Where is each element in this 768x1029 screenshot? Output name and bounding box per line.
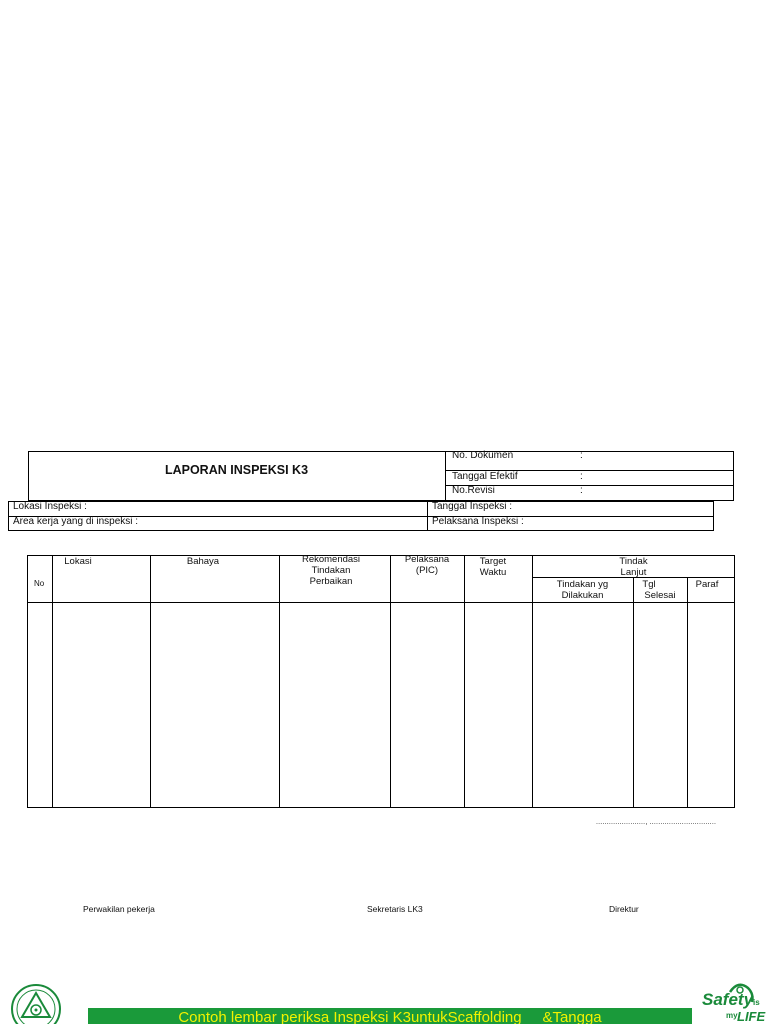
col-header-target bbox=[464, 556, 522, 578]
tindakan-line-1: Tindakan yg bbox=[556, 579, 609, 590]
table-header-line bbox=[27, 602, 735, 603]
safety-word: Safety bbox=[702, 990, 754, 1009]
tindak-lanjut-line-1: Tindak bbox=[619, 556, 648, 567]
col-header-paraf: Paraf bbox=[695, 579, 719, 590]
place-date-line: ......................., ............................... bbox=[596, 819, 717, 826]
rekomendasi-line-3: Perbaikan bbox=[309, 576, 353, 587]
tindak-lanjut-line-2: Lanjut bbox=[620, 567, 647, 578]
safety-is: is bbox=[753, 998, 760, 1007]
col-line-7 bbox=[633, 577, 634, 808]
tindakan-line-2: Dilakukan bbox=[561, 590, 604, 601]
no-revisi-label: No.Revisi bbox=[452, 485, 495, 496]
header-divider bbox=[445, 451, 446, 501]
col-header-tindak-lanjut bbox=[532, 556, 735, 578]
tanggal-efektif-colon: : bbox=[580, 471, 583, 482]
no-revisi-colon: : bbox=[580, 485, 583, 496]
k3-emblem-icon bbox=[10, 983, 62, 1024]
tanggal-inspeksi-label: Tanggal Inspeksi : bbox=[432, 501, 513, 512]
col-line-2 bbox=[150, 555, 151, 808]
pelaksana-line-2: (PIC) bbox=[415, 565, 439, 576]
footer-banner-text: Contoh lembar periksa Inspeksi K3untukScaffolding &Tangga bbox=[178, 1009, 602, 1024]
rekomendasi-line-2: Tindakan bbox=[311, 565, 351, 576]
lokasi-inspeksi-label: Lokasi Inspeksi : bbox=[13, 501, 87, 512]
no-dokumen-label: No. Dokumen bbox=[452, 450, 514, 461]
document-title: LAPORAN INSPEKSI K3 bbox=[164, 463, 309, 477]
col-line-3 bbox=[279, 555, 280, 808]
rekomendasi-line-1: Rekomendasi bbox=[301, 554, 361, 565]
tgl-line-2: Selesai bbox=[644, 590, 676, 601]
safety-life: LIFE bbox=[737, 1009, 766, 1024]
col-line-4 bbox=[390, 555, 391, 808]
pelaksana-inspeksi-label: Pelaksana Inspeksi : bbox=[432, 516, 524, 527]
col-header-bahaya: Bahaya bbox=[186, 556, 220, 567]
col-header-tgl bbox=[633, 579, 687, 601]
signature-direktur: Direktur bbox=[609, 904, 639, 914]
col-header-tindakan bbox=[532, 579, 633, 601]
safety-logo bbox=[700, 980, 764, 1024]
col-header-rekomendasi bbox=[279, 554, 383, 587]
signature-sekretaris: Sekretaris LK3 bbox=[367, 904, 423, 914]
target-line-2: Waktu bbox=[479, 567, 507, 578]
tanggal-efektif-label: Tanggal Efektif bbox=[452, 471, 518, 482]
col-line-1 bbox=[52, 555, 53, 808]
col-header-lokasi: Lokasi bbox=[64, 556, 92, 567]
col-line-5 bbox=[464, 555, 465, 808]
info-divider bbox=[427, 501, 428, 531]
target-line-1: Target bbox=[479, 556, 507, 567]
col-header-pelaksana bbox=[390, 554, 464, 576]
col-line-8 bbox=[687, 577, 688, 808]
signature-pekerja: Perwakilan pekerja bbox=[83, 904, 155, 914]
col-header-no: No bbox=[34, 579, 45, 588]
safety-my: my bbox=[726, 1011, 738, 1020]
pelaksana-line-1: Pelaksana bbox=[404, 554, 450, 565]
no-dokumen-colon: : bbox=[580, 450, 583, 461]
tgl-line-1: Tgl bbox=[642, 579, 656, 590]
area-kerja-label: Area kerja yang di inspeksi : bbox=[13, 516, 139, 527]
footer-banner bbox=[88, 1008, 692, 1024]
